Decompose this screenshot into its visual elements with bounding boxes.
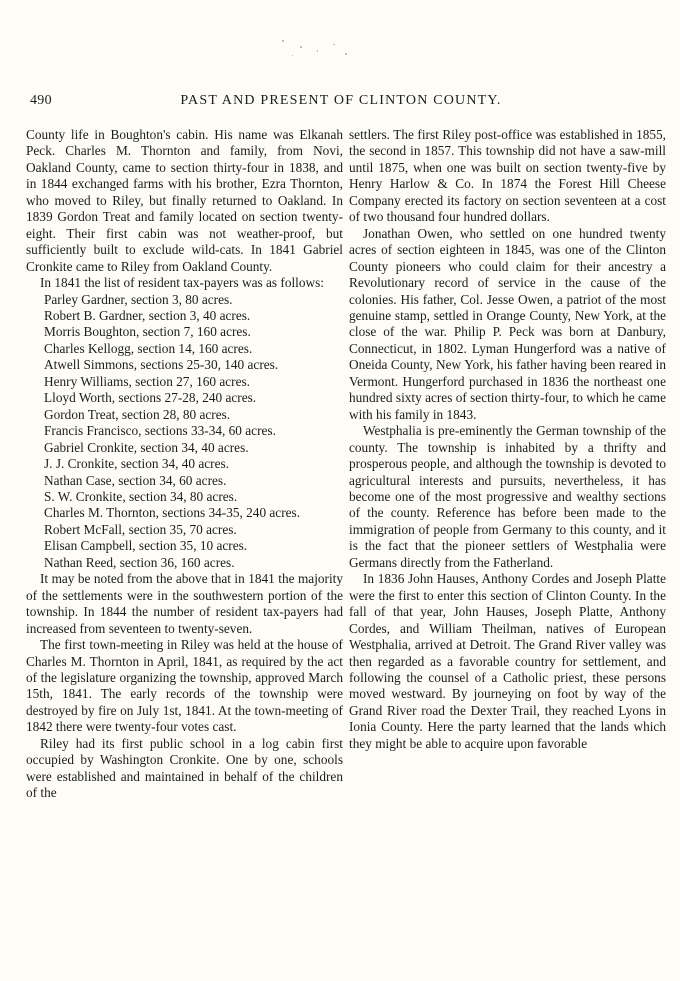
paragraph: Riley had its first public school in a log cabin first occupied by Washington Cronkite. One by one, schools were established and maintained in behalf of the children of the [26,735,343,801]
list-item: J. J. Cronkite, section 34, 40 acres. [44,456,230,472]
right-column [349,127,666,752]
paragraph: It may be noted from the above that in 1841 the majority of the settlements were in the southwestern portion of the township. In 1844 the number of resident tax-payers had increased from seventeen to twenty-seven. [26,571,343,636]
paragraph: Jonathan Owen, who settled on one hundred twenty acres of section eighteen in 1845, was one of the Clinton County pioneers who could claim for their ancestry a Revolutionary record of service in the cause of the colonies. His father, Col. Jesse Owen, a patriot of the most genuine stamp, settled in Orange County, New York, at the close of the war. Philip P. Peck was born at Danbury, Connecticut, in 1802. Lyman Hungerford was a native of Oneida County, New York, his father having been reared in Vermont. Hungerford purchased in 1836 the northeast one hundred sixty acres of section thirty-four, to which he came with his family in 1843. [349,225,667,422]
list-item: Robert McFall, section 35, 70 acres. [44,521,237,537]
list-item: Nathan Case, section 34, 60 acres. [44,472,227,488]
scan-specks [270,36,360,66]
paragraph: In 1836 John Hauses, Anthony Cordes and Joseph Platte were the first to enter this section of Clinton County. In the fall of that year, John Hauses, Joseph Platte, Anthony Cordes, and William Theilman, natives of European Westphalia, arrived at Detroit. The Grand River valley was then regarded as a favorable country for settlement, and following the counsel of a Catholic priest, these persons moved westward. By journeying on foot by way of the Grand River road the Dexter Trail, they reached Lyons in Ionia County. Here the party learned that the lands which they might be able to acquire upon favorable [349,571,666,751]
running-title: PAST AND PRESENT OF CLINTON COUNTY. [180,93,502,108]
paragraph: In 1841 the list of resident tax-payers was as follows: [40,275,324,291]
list-item: Charles M. Thornton, sections 34-35, 240 acres. [44,505,301,521]
list-item: Gabriel Cronkite, section 34, 40 acres. [44,439,249,455]
left-column [26,127,343,802]
paragraph: Westphalia is pre-eminently the German township of the county. The township is inhabited by a thrifty and prosperous people, and although the township is devoted to agricultural interests and pursuits, nevertheless, it has become one of the most progressive and wealthy sections of the county. Reference has before been made to the immigration of people from Germany to this county, and it is the fact that the pioneer settlers of Westphalia were Germans directly from the Fatherland. [349,423,666,570]
paragraph: The first town-meeting in Riley was held at the house of Charles M. Thornton in April, 1841, as required by the act of the legislature organizing the township, approved March 15th, 1841. The early records of the township were destroyed by fire on July 1st, 1841. At the town-meeting of 1842 there were twenty-four votes cast. [26,637,343,735]
list-item: S. W. Cronkite, section 34, 80 acres. [44,488,238,504]
paragraph: settlers. The first Riley post-office was established in 1855, the second in 1857. This township did not have a saw-mill until 1875, when one was built on section twenty-five by Henry Harlow & Co. In 1874 the Forest Hill Cheese Company erected its factory on section seventeen at a cost of two thousand four hundred dollars. [349,127,666,225]
list-item: Parley Gardner, section 3, 80 acres. [44,291,233,307]
list-item: Nathan Reed, section 36, 160 acres. [44,554,235,570]
list-item: Morris Boughton, section 7, 160 acres. [44,324,251,340]
tax-payer-list [26,292,343,572]
list-item: Francis Francisco, sections 33-34, 60 acres. [44,423,276,439]
list-item: Charles Kellogg, section 14, 160 acres. [44,340,253,356]
list-item: Atwell Simmons, sections 25-30, 140 acres. [44,357,279,373]
list-item: Elisan Campbell, section 35, 10 acres. [44,538,248,554]
list-item: Lloyd Worth, sections 27-28, 240 acres. [44,390,257,406]
list-item: Henry Williams, section 27, 160 acres. [44,373,251,389]
page-header [30,93,652,113]
list-item: Gordon Treat, section 28, 80 acres. [44,406,231,422]
page-number: 490 [30,93,52,108]
paragraph: County life in Boughton's cabin. His name was Elkanah Peck. Charles M. Thornton and family, from Novi, Oakland County, came to section thirty-four in 1838, and in 1844 exchanged farms with his brother, Ezra Thornton, who moved to Riley, but finally returned to Oakland. In 1839 Gordon Treat and family located on section twenty-eight. Their first cabin was not weather-proof, but sufficiently built to exclude wild-cats. In 1841 Gabriel Cronkite came to Riley from Oakland County. [26,127,343,274]
list-item: Robert B. Gardner, section 3, 40 acres. [44,307,251,323]
